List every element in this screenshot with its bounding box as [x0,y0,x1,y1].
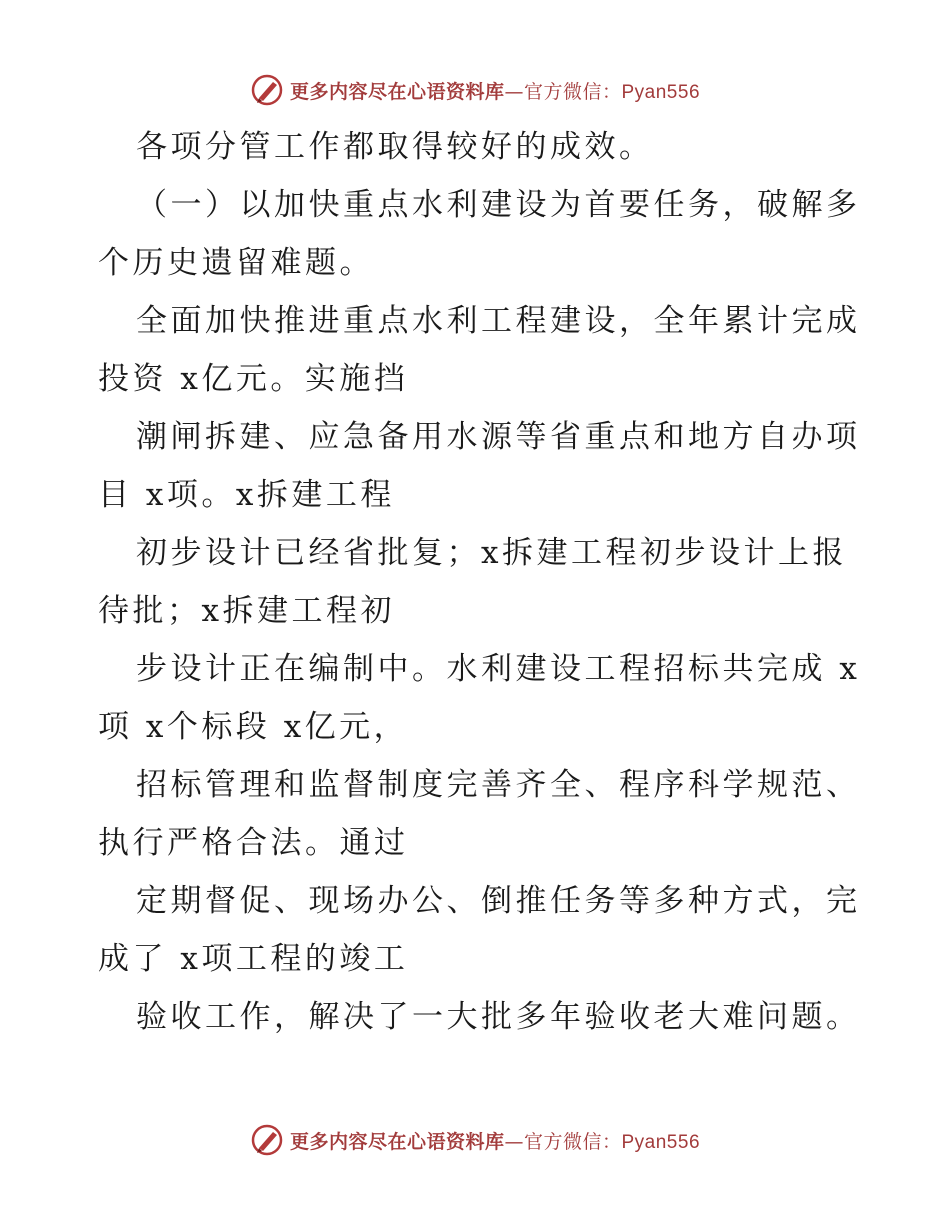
paragraph-line: 项 x个标段 x亿元， [98,709,409,745]
paragraph-line: 验收工作，解决了一大批多年验收老大难问题。 [136,999,861,1035]
paragraph-line: 个历史遗留难题。 [98,245,374,281]
paragraph-line: 初步设计已经省批复；x拆建工程初步设计上报 [136,535,847,571]
paragraph-line: 全面加快推进重点水利工程建设，全年累计完成 [136,303,861,339]
paragraph-line: 待批；x拆建工程初 [98,593,395,629]
paragraph-line: 目 x项。x拆建工程 [98,477,395,513]
watermark-account: Pyan556 [621,1131,701,1153]
paragraph-line: 定期督促、现场办公、倒推任务等多种方式，完 [136,883,861,919]
watermark-wechat-label: 官方微信： [523,80,622,103]
document-body [98,118,861,1046]
pen-logo-icon [250,73,284,107]
paragraph-line: 潮闸拆建、应急备用水源等省重点和地方自办项 [136,419,861,455]
watermark-site: 更多内容尽在心语资料库 [289,1130,505,1153]
paragraph-line: 执行严格合法。通过 [98,825,409,861]
paragraph-line: 成了 x项工程的竣工 [98,941,409,977]
paragraph-line: 步设计正在编制中。水利建设工程招标共完成 x [136,651,861,687]
watermark-site: 更多内容尽在心语资料库 [289,80,505,103]
pen-logo-icon [250,1123,284,1157]
paragraph-line: 招标管理和监督制度完善齐全、程序科学规范、 [136,767,861,803]
watermark-separator: — [504,80,524,103]
watermark-account: Pyan556 [621,81,701,103]
paragraph-line: （一）以加快重点水利建设为首要任务，破解多 [136,187,861,223]
paragraph-line: 各项分管工作都取得较好的成效。 [136,129,654,165]
watermark-text [290,77,700,104]
header-watermark [0,70,950,110]
paragraph-line: 投资 x亿元。实施挡 [98,361,409,397]
watermark-text [290,1127,700,1154]
watermark-separator: — [504,1130,524,1153]
footer-watermark [0,1120,950,1160]
watermark-wechat-label: 官方微信： [523,1130,622,1153]
